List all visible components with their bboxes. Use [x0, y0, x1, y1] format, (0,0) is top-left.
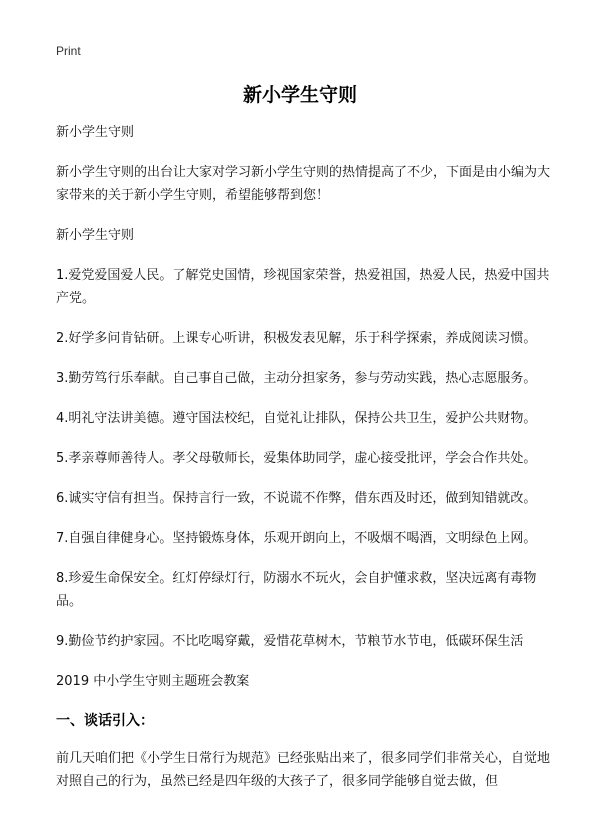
document-title: 新小学生守则: [242, 84, 357, 106]
intro-paragraph: 新小学生守则的出台让大家对学习新小学生守则的热情提高了不少，下面是由小编为大家带来的关于新小学生守则，希望能够帮到您！: [56, 165, 551, 203]
rule-item-5: 5.孝亲尊师善待人。孝父母敬师长，爱集体助同学，虚心接受批评，学会合作共处。: [56, 451, 537, 466]
document-body: [56, 121, 550, 810]
rules-heading: 新小学生守则: [56, 228, 135, 243]
section-body-paragraph: 前几天咱们把《小学生日常行为规范》已经张贴出来了，很多同学们非常关心，自觉地对照自己的行为，虽然已经是四年级的大孩子了，很多同学能够自觉去做，但: [56, 751, 551, 789]
rule-item-7: 7.自强自律健身心。坚持锻炼身体，乐观开朗向上，不吸烟不喝酒，文明绿色上网。: [56, 531, 537, 546]
rule-item-9: 9.勤俭节约护家园。不比吃喝穿戴，爱惜花草树木，节粮节水节电，低碳环保生活: [56, 634, 524, 649]
lesson-plan-title: 2019 中小学生守则主题班会教案: [56, 674, 250, 689]
rule-item-8: 8.珍爱生命保安全。红灯停绿灯行，防溺水不玩火，会自护懂求救，坚决远离有毒物品。: [56, 571, 537, 609]
rule-item-4: 4.明礼守法讲美德。遵守国法校纪，自觉礼让排队，保持公共卫生，爱护公共财物。: [56, 411, 537, 426]
print-label: Print: [56, 44, 81, 58]
rule-item-3: 3.勤劳笃行乐奉献。自己事自己做，主动分担家务，参与劳动实践，热心志愿服务。: [56, 371, 537, 386]
rule-item-2: 2.好学多问肯钻研。上课专心听讲，积极发表见解，乐于科学探索，养成阅读习惯。: [56, 331, 537, 346]
rule-item-6: 6.诚实守信有担当。保持言行一致，不说谎不作弊，借东西及时还，做到知错就改。: [56, 491, 537, 506]
subtitle-paragraph: 新小学生守则: [56, 125, 135, 140]
rule-item-1: 1.爱党爱国爱人民。了解党史国情，珍视国家荣誉，热爱祖国，热爱人民，热爱中国共产党。: [56, 268, 550, 306]
section-heading-intro: 一、谈话引入：: [56, 713, 154, 729]
